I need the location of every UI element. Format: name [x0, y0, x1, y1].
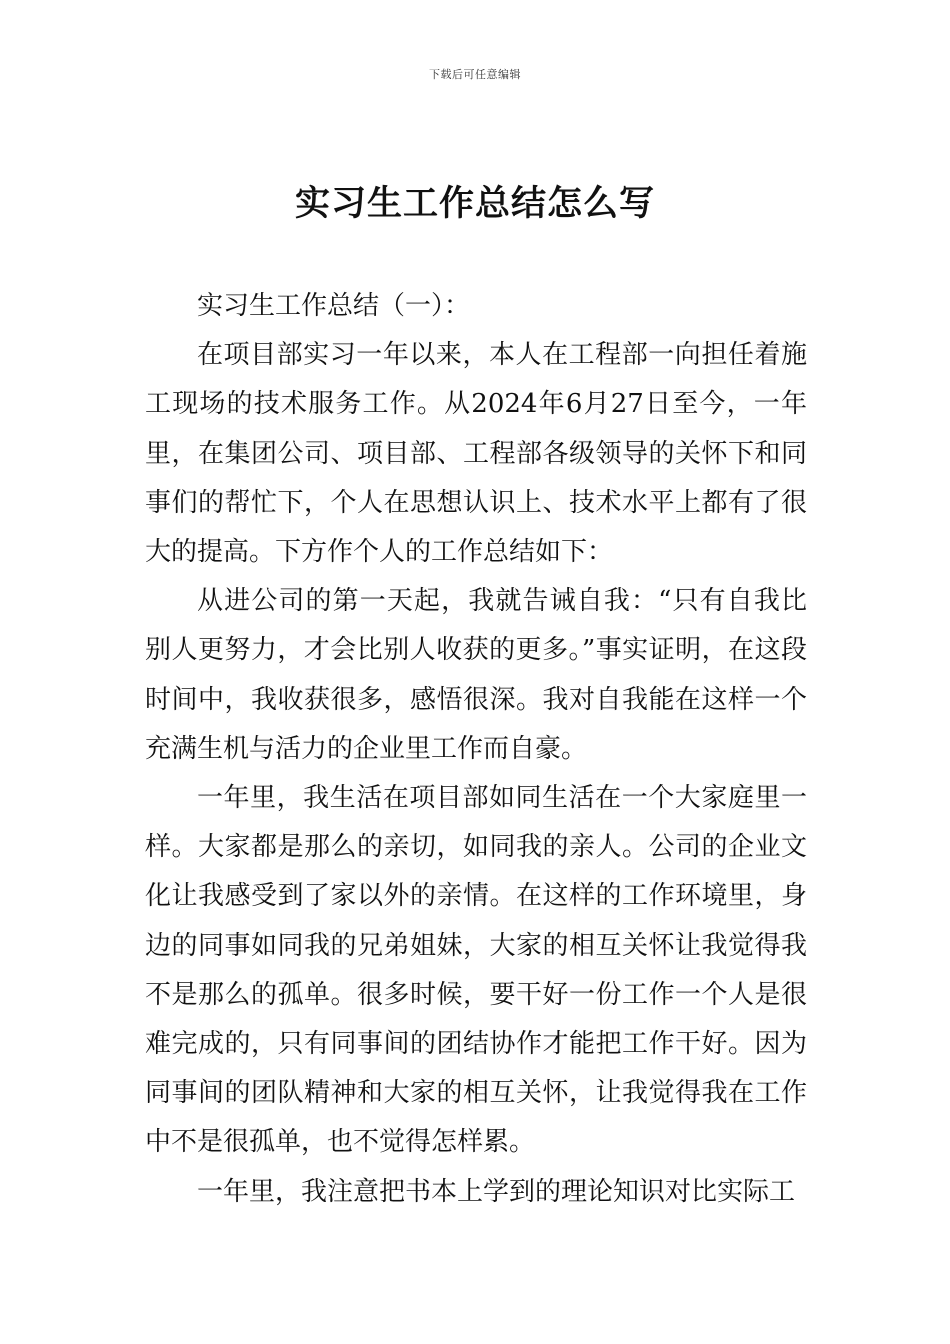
- section-subheading: 实习生工作总结（一）：: [197, 291, 471, 321]
- header-note: 下载后可任意编辑: [429, 68, 521, 81]
- paragraph: 一年里，我生活在项目部如同生活在一个大家庭里一样。大家都是那么的亲切，如同我的亲人。公司的企业文化让我感受到了家以外的亲情。在这样的工作环境里，身边的同事如同我的兄弟姐妹，大家的相互关怀让我觉得我不是那么的孤单。很多时候，要干好一份工作一个人是很难完成的，只有同事间的团结协作才能把工作干好。因为同事间的团队精神和大家的相互关怀，让我觉得我在工作中不是很孤单，也不觉得怎样累。: [145, 783, 807, 1158]
- document-title: 实习生工作总结怎么写: [294, 184, 655, 224]
- document-body: [145, 282, 807, 1217]
- paragraph: 一年里，我注意把书本上学到的理论知识对比实际工: [197, 1176, 796, 1207]
- paragraph: 从进公司的第一天起，我就告诫自我：“只有自我比别人更努力，才会比别人收获的更多。”事实证明，在这段时间中，我收获很多，感悟很深。我对自我能在这样一个充满生机与活力的企业里工作而自豪。: [145, 586, 807, 764]
- paragraph: 在项目部实习一年以来，本人在工程部一向担任着施工现场的技术服务工作。从2024年6月27日至今，一年里，在集团公司、项目部、工程部各级领导的关怀下和同事们的帮忙下，个人在思想认识上、技术水平上都有了很大的提高。下方作个人的工作总结如下：: [145, 340, 807, 568]
